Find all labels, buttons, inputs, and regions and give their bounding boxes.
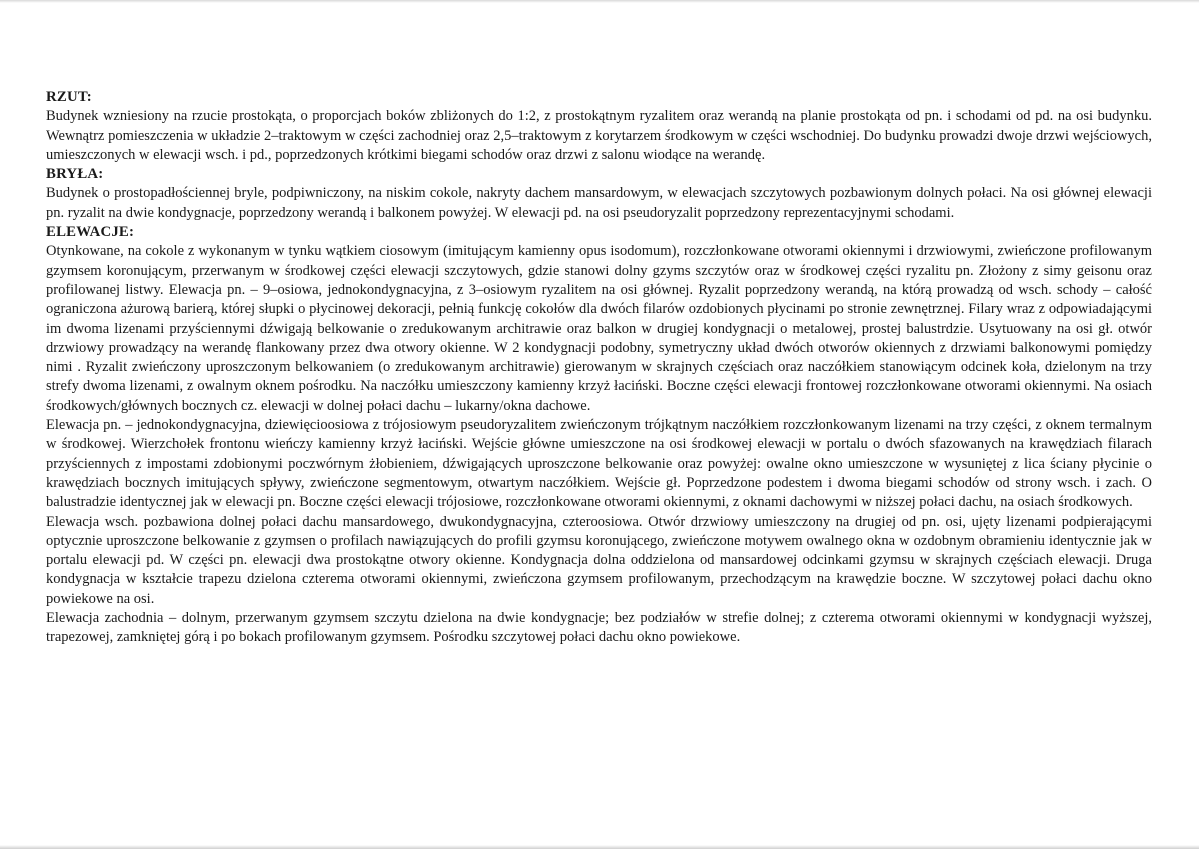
scan-edge-bottom — [0, 845, 1199, 849]
paragraph-elewacje-east: Elewacja wsch. pozbawiona dolnej połaci dachu mansardowego, dwukondygnacyjna, czteroosiowa. Otwór drzwiowy umieszczony na drugiej od pn. osi, ujęty lizenami podpierającymi optycznie uproszczone belkowanie z gzymsen o profilach nawiązujących do profili gzymsu koronującego, zwieńczone motywem owalnego okna w ozdobnym obramieniu identycznie jak w portalu elewacji pd. W części pn. elewacji dwa prostokątne otwory okienne. Kondygnacja dolna oddzielona od mansardowej odcinkami gzymsu w skrajnych częściach elewacji. Druga kondygnacja w kształcie trapezu dzielona czterema otworami okiennymi, zwieńczona gzymsem profilowanym, przechodzącym na krawędzie boczne. W szczytowej połaci dachu okno powiekowe na osi. — [46, 513, 1152, 607]
paragraph-rzut: Budynek wzniesiony na rzucie prostokąta, o proporcjach boków zbliżonych do 1:2, z prostokątnym ryzalitem oraz werandą na planie prostokąta od pn. i schodami od pd. na osi budynku. Wewnątrz pomieszczenia w układzie 2–traktowym w części zachodniej oraz 2,5–traktowym z korytarzem środkowym w części wschodniej. Do budynku prowadzi dwoje drzwi wejściowych, umieszczonych w elewacji wsch. i pd., poprzedzonych krótkimi biegami schodów oraz drzwi z salonu wiodące na werandę. — [46, 108, 1152, 163]
section-heading-rzut: RZUT: — [46, 89, 92, 105]
paragraph-elewacje-second: Elewacja pn. – jednokondygnacyjna, dziewięcioosiowa z trójosiowym pseudoryzalitem zwieńczonym trójkątnym naczółkiem rozczłonkowanym lizenami na trzy części, z oknem termalnym w środkowej. Wierzchołek frontonu wieńczy kamienny krzyż łaciński. Wejście główne umieszczone na osi środkowej elewacji w portalu o dwóch sfazowanych na krawędziach filarach przyściennych z impostami zdobionymi poczwórnym żłobieniem, dźwigających uproszczone belkowanie oraz powyżej: owalne okno umieszczone w wysuniętej z lica ściany płycinie o krawędziach bocznych imitujących spływy, zwieńczone segmentowym, otwartym naczółkiem. Wejście gł. Poprzedzone podestem i dwoma biegami schodów od strony wsch. i zach. O balustradzie identycznej jak w elewacji pn. Boczne części elewacji trójosiowe, rozczłonkowane otworami okiennymi, z oknami dachowymi w niższej połaci dachu, na osiach środkowych. — [46, 417, 1152, 511]
scan-edge-top — [0, 0, 1199, 3]
section-elewacje — [46, 223, 1152, 648]
paragraph-bryla: Budynek o prostopadłościennej bryle, podpiwniczony, na niskim cokole, nakryty dachem mansardowym, w elewacjach szczytowych pozbawionym dolnych połaci. Na osi głównej elewacji pn. ryzalit na dwie kondygnacje, poprzedzony werandą i balkonem powyżej. W elewacji pd. na osi pseudoryzalit poprzedzony reprezentacyjnymi schodami. — [46, 185, 1152, 221]
section-heading-elewacje: ELEWACJE: — [46, 224, 135, 241]
paragraph-elewacje-west: Elewacja zachodnia – dolnym, przerwanym gzymsem szczytu dzielona na dwie kondygnacje; bez podziałów w strefie dolnej; z czterema otworami okiennymi w kondygnacji wyższej, trapezowej, zamkniętej górą i po bokach profilowanym gzymsem. Pośrodku szczytowej połaci dachu okno powiekowe. — [46, 610, 1152, 646]
section-rzut — [46, 88, 1152, 165]
document-body — [46, 88, 1152, 648]
section-heading-bryla: BRYŁA: — [46, 166, 104, 183]
paragraph-elewacje-general-north: Otynkowane, na cokole z wykonanym w tynku wątkiem ciosowym (imitującym kamienny opus isodomum), rozczłonkowane otworami okiennymi i drzwiowymi, zwieńczone profilowanym gzymsem koronującym, przerwanym w środkowej części elewacji szczytowych, gdzie stanowi dolny gzyms szczytów oraz w środkowej części ryzalitu pn. Złożony z simy geisonu oraz profilowanej listwy. Elewacja pn. – 9–osiowa, jednokondygnacyjna, z 3–osiowym ryzalitem na osi głównej. Ryzalit poprzedzony werandą, na którą prowadzą od wsch. schody – całość ograniczona ażurową barierą, której słupki o płycinowej dekoracji, pełnią funkcję cokołów dla dwóch filarów ozdobionych płycinami po stronie zewnętrznej. Filary wraz z odpowiadającymi im dwoma lizenami przyściennymi dźwigają belkowanie o zredukowanym architrawie oraz balkon w drugiej kondygnacji o metalowej, prostej balustrdzie. Usytuowany na osi gł. otwór drzwiowy prowadzący na werandę flankowany przez dwa otwory okienne. W 2 kondygnacji podobny, symetryczny układ dwóch otworów okiennych z drzwiami balkonowymi pomiędzy nimi . Ryzalit zwieńczony uproszczonym belkowaniem (o zredukowanym architrawie) gierowanym w skrajnych częściach oraz naczółkiem stanowiącym odcinek koła, dzielonym na trzy strefy dwoma lizenami, z owalnym oknem pośrodku. Na naczółku umieszczony kamienny krzyż łaciński. Boczne części elewacji frontowej rozczłonkowane otworami okiennymi. Na osiach środkowych/głównych bocznych cz. elewacji w dolnej połaci dachu – lukarny/okna dachowe. — [46, 243, 1152, 414]
section-bryla — [46, 165, 1152, 223]
